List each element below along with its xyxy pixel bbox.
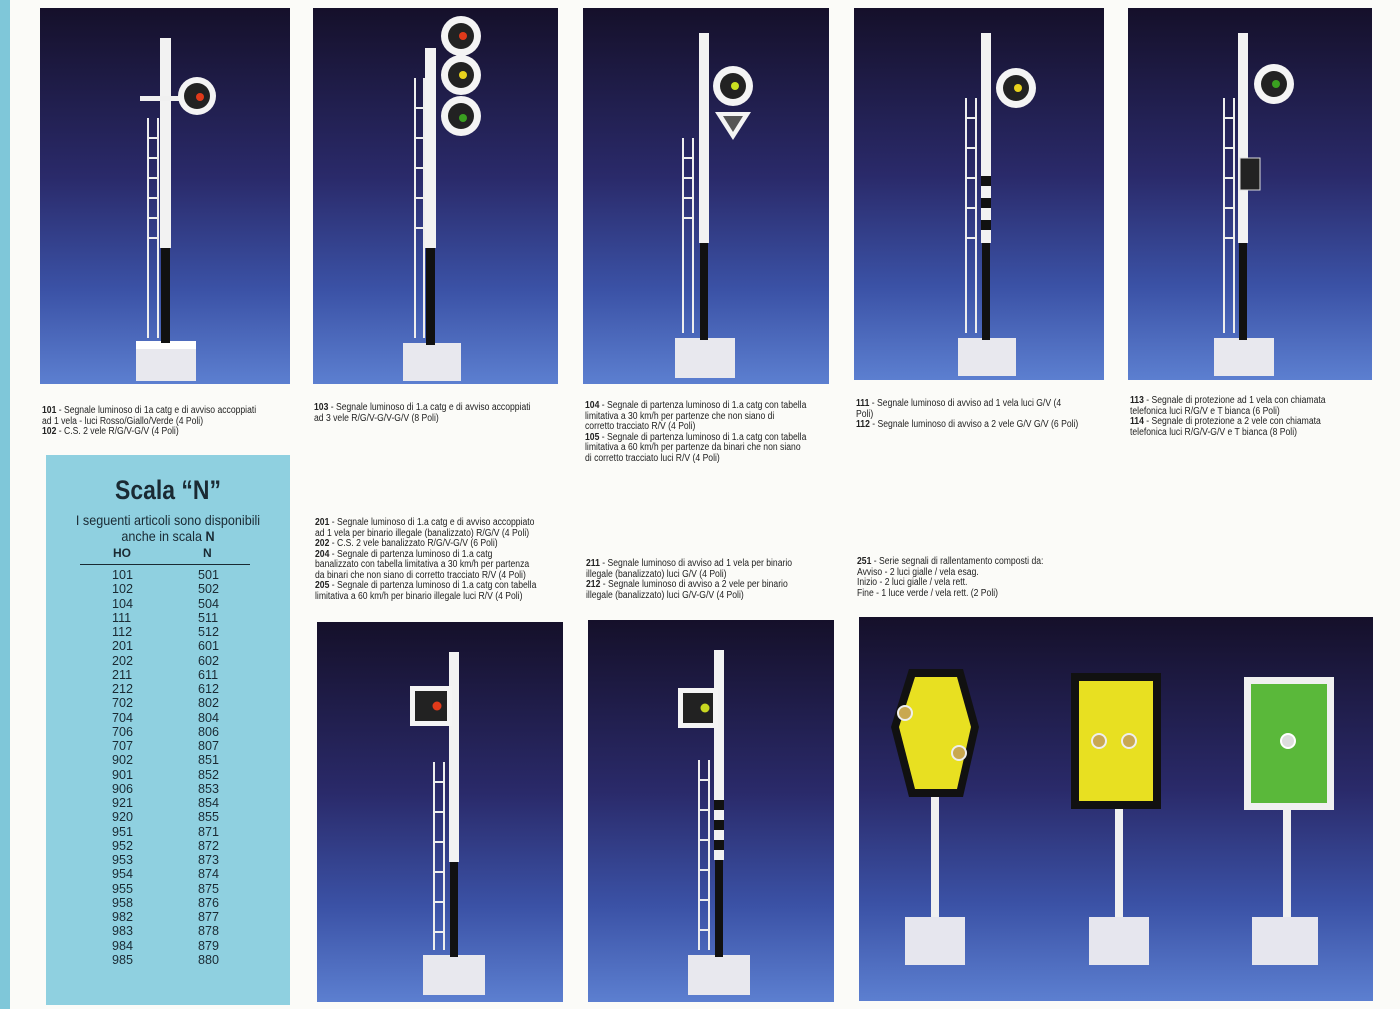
code-211: 211 [586, 558, 600, 569]
n-article-number: 602 [198, 653, 220, 668]
signal-base [688, 955, 750, 995]
caption-text: ad 3 vele R/G/V-G/V-G/V (8 Poli) [314, 412, 439, 424]
ho-article-number: 958 [112, 895, 134, 910]
caption-text: illegale (banalizzato) luci G/V-G/V (4 Poli) [586, 589, 744, 601]
code-105: 105 [585, 431, 600, 443]
ho-article-number: 902 [112, 753, 134, 768]
ho-article-number: 702 [112, 696, 134, 711]
ho-article-number: 707 [112, 739, 134, 753]
photo-signal-113 [1128, 8, 1372, 380]
n-article-number: 511 [198, 610, 219, 625]
red-light-icon [433, 702, 442, 711]
caption-text: - Serie segnali di rallentamento composti da: [871, 556, 1044, 567]
caption-111-112 [856, 399, 1078, 431]
ho-article-number: 201 [112, 639, 134, 654]
signal-ladder [415, 78, 424, 338]
ho-article-number: 901 [112, 767, 134, 782]
n-article-number: 802 [198, 696, 220, 711]
signal-ladder [1224, 98, 1234, 333]
ho-article-number: 202 [112, 653, 134, 668]
caption-201-205 [315, 518, 536, 602]
caption-text: limitativa a 60 km/h per partenze da binari che non siano [585, 442, 801, 453]
caption-text: da binari che non siano di corretto tracciato R/V (4 Poli) [315, 569, 526, 581]
photo-signal-103 [313, 8, 558, 384]
code-103: 103 [314, 402, 329, 413]
code-204: 204 [315, 548, 330, 560]
subtitle-line-2 [58, 528, 278, 544]
signal-base [1214, 338, 1274, 376]
caption-211-212 [586, 559, 792, 601]
caption-101-102 [42, 406, 256, 438]
n-article-number: 875 [198, 881, 220, 896]
ho-article-number: 102 [112, 582, 134, 597]
yellow-light-icon [459, 71, 467, 79]
code-112: 112 [856, 419, 870, 430]
signal-104-illustration [583, 8, 829, 384]
warning-sign-avviso [891, 669, 979, 965]
signal-mast-black [161, 248, 170, 343]
caption-text: illegale (banalizzato) luci G/V (4 Poli) [586, 568, 727, 580]
signal-mast-white [699, 33, 709, 243]
signal-ladder [683, 138, 693, 333]
caption-text: corretto tracciato R/V (4 Poli) [585, 421, 696, 432]
n-article-number: 878 [198, 924, 220, 939]
caption-text: - Segnale luminoso di 1.a catg e di avviso accoppiati [328, 402, 531, 413]
signal-base [958, 338, 1016, 376]
photo-signal-211 [588, 620, 834, 1002]
caption-text: - Segnale luminoso di avviso a 2 vele per binario [600, 579, 788, 590]
ho-article-number: 704 [112, 710, 134, 725]
caption-text: telefonica luci R/G/V-G/V e T bianca (8 Poli) [1130, 426, 1297, 438]
n-article-number: 877 [198, 910, 220, 924]
subtitle-text: anche in scala [121, 528, 206, 544]
signal-mast-black [700, 243, 708, 340]
caption-text: - Segnale luminoso di avviso ad 1 vela per binario [599, 558, 793, 569]
photo-signal-104 [583, 8, 829, 384]
signal-211-illustration [588, 620, 834, 1002]
caption-text: Fine - 1 luce verde / vela rett. (2 Poli) [857, 587, 999, 599]
ho-article-number: 112 [112, 625, 133, 639]
n-article-number: 880 [198, 952, 220, 967]
yellow-light-icon [1014, 84, 1022, 92]
signal-mast-black [982, 243, 990, 340]
sign-base [1252, 917, 1318, 965]
code-111: 111 [856, 398, 870, 409]
photo-signal-251 [859, 617, 1373, 1001]
signal-ladder [434, 762, 444, 950]
ho-article-number: 706 [112, 724, 134, 739]
ho-article-number: 952 [112, 838, 134, 853]
ho-article-number: 982 [112, 910, 134, 924]
caption-text: Inizio - 2 luci gialle / vela rett. [857, 577, 968, 588]
code-102: 102 [42, 426, 57, 437]
caption-text: ad 1 vela per binario illegale (banalizzato) R/G/V (4 Poli) [315, 527, 530, 539]
ho-article-number: 920 [112, 810, 134, 825]
n-article-number: 501 [198, 568, 220, 582]
caption-text: limitativa a 30 km/h per partenze che non siano di [585, 410, 775, 422]
n-article-number: 871 [198, 824, 220, 839]
ho-article-number: 955 [112, 881, 134, 896]
code-101: 101 [42, 405, 57, 416]
caption-text: di corretto tracciato luci R/V (4 Poli) [585, 452, 720, 464]
signal-mast-black [450, 862, 458, 957]
caption-104-105 [585, 401, 806, 464]
caption-text: ad 1 vela - luci Rosso/Giallo/Verde (4 Poli) [42, 415, 204, 427]
yellow-lamp-1 [898, 706, 912, 720]
code-205: 205 [315, 580, 330, 591]
signal-ladder [966, 98, 976, 333]
sign-base [905, 917, 965, 965]
n-article-number: 504 [198, 596, 220, 611]
ho-article-number: 983 [112, 924, 134, 939]
code-202: 202 [315, 538, 330, 549]
caption-text: telefonica luci R/G/V e T bianca (6 Poli) [1130, 405, 1280, 417]
signal-111-illustration [854, 8, 1104, 380]
rectangle-board-icon [1079, 681, 1153, 801]
green-light-icon [1272, 80, 1280, 88]
sign-post [931, 797, 939, 922]
signal-mast-white [425, 48, 436, 248]
caption-113-114 [1130, 396, 1326, 438]
scala-n-subtitle [58, 512, 278, 544]
n-article-number: 806 [198, 724, 220, 739]
green-light-icon [459, 114, 467, 122]
caption-text: Poli) [856, 408, 874, 420]
n-article-number: 502 [198, 582, 220, 597]
sign-post [1283, 797, 1291, 922]
sign-base [1089, 917, 1149, 965]
red-light-icon [459, 32, 467, 40]
n-article-number: 854 [198, 796, 220, 810]
ho-article-number: 211 [112, 667, 133, 682]
scala-n-box [46, 455, 290, 1005]
caption-text: - Segnale luminoso di 1.a catg e di avviso accoppiato [329, 517, 535, 528]
caption-text: - Segnale di partenza luminoso di 1.a catg con tabella [599, 400, 807, 411]
signal-mast-black [1239, 243, 1247, 340]
caption-text: - C.S. 2 vele R/G/V-G/V (4 Poli) [56, 426, 179, 437]
caption-text: Avviso - 2 luci gialle / vela esag. [857, 566, 979, 578]
begin-sign-inizio [1071, 673, 1161, 965]
telephone-box-icon [1240, 158, 1260, 190]
n-article-number: 807 [198, 739, 220, 753]
code-114: 114 [1130, 416, 1144, 427]
code-104: 104 [585, 400, 600, 411]
n-article-list [198, 568, 219, 967]
mast-stripes [714, 800, 724, 850]
caption-text: - Segnale luminoso di 1a catg e di avviso accoppiati [56, 405, 257, 416]
caption-text: - Segnale di partenza luminoso di 1.a catg [329, 548, 493, 560]
n-article-number: 612 [198, 682, 220, 696]
caption-text: - Segnale di protezione ad 1 vela con chiamata [1143, 395, 1326, 406]
n-article-number: 853 [198, 781, 220, 796]
code-113: 113 [1130, 395, 1144, 406]
ho-article-number: 954 [112, 867, 134, 882]
column-header-n: N [203, 546, 212, 560]
n-article-number: 601 [198, 639, 220, 654]
panel-inner [415, 691, 447, 721]
end-sign-fine [1244, 677, 1334, 965]
caption-text: banalizzato con tabella limitativa a 30 km/h per partenza [315, 559, 530, 570]
ho-article-number: 951 [112, 824, 134, 839]
ho-article-number: 985 [112, 952, 134, 967]
yellow-light-icon [701, 704, 710, 713]
n-article-number: 879 [198, 938, 220, 953]
signal-113-illustration [1128, 8, 1372, 380]
yellow-lamp-2 [1122, 734, 1136, 748]
caption-251 [857, 557, 1043, 599]
signal-251-illustration [859, 617, 1373, 1001]
code-201: 201 [315, 517, 330, 528]
green-light-icon [731, 82, 739, 90]
ho-article-number: 104 [112, 596, 134, 611]
code-251: 251 [857, 556, 872, 567]
ho-article-number: 921 [112, 796, 134, 810]
caption-text: - Segnale di partenza luminoso di 1.a catg con tabella [599, 431, 807, 443]
page-edge-strip [0, 0, 10, 1009]
n-article-number: 855 [198, 810, 220, 825]
caption-text: - Segnale di partenza luminoso di 1.a catg con tabella [329, 580, 537, 591]
scala-n-title: Scala “N” [115, 475, 221, 505]
ho-article-number: 953 [112, 853, 134, 867]
n-article-number: 512 [198, 625, 220, 639]
red-light-icon [196, 93, 204, 101]
photo-signal-111 [854, 8, 1104, 380]
ho-article-number: 906 [112, 781, 134, 796]
subtitle-scale-n: N [205, 528, 215, 544]
photo-signal-201 [317, 622, 563, 1002]
column-header-ho: HO [113, 546, 131, 560]
ho-article-list [112, 568, 133, 967]
n-article-number: 873 [198, 853, 220, 867]
header-divider [80, 564, 250, 565]
signal-201-illustration [317, 622, 563, 1002]
signal-base [423, 955, 485, 995]
n-article-number: 851 [198, 753, 220, 768]
signal-mast-black [426, 248, 435, 345]
signal-mast-white [160, 38, 171, 248]
signal-base [403, 343, 461, 381]
yellow-lamp-2 [952, 746, 966, 760]
signal-mast-black [715, 860, 723, 957]
green-lamp [1281, 734, 1295, 748]
photo-signal-101 [40, 8, 290, 384]
signal-103-illustration [313, 8, 558, 384]
signal-mast-white [1238, 33, 1248, 243]
caption-text: limitativa a 60 km/h per binario illegale luci R/V (4 Poli) [315, 590, 523, 602]
caption-103 [314, 403, 531, 424]
signal-ladder [148, 118, 158, 338]
signal-base [675, 338, 735, 378]
caption-text: - Segnale di protezione a 2 vele con chiamata [1143, 416, 1321, 427]
mast-stripes [981, 176, 991, 230]
code-212: 212 [586, 579, 601, 590]
n-article-number: 611 [198, 667, 219, 682]
caption-text: - Segnale luminoso di avviso ad 1 vela luci G/V (4 [869, 398, 1062, 409]
n-article-number: 872 [198, 838, 220, 853]
signal-mast-white [981, 33, 991, 243]
n-article-number: 874 [198, 867, 220, 882]
ho-article-number: 984 [112, 938, 134, 953]
n-article-number: 804 [198, 710, 220, 725]
signal-101-illustration [40, 8, 290, 384]
subtitle-line-1: I seguenti articoli sono disponibili [75, 512, 261, 528]
caption-text: - C.S. 2 vele banalizzato R/G/V-G/V (6 Poli) [329, 538, 498, 549]
yellow-lamp-1 [1092, 734, 1106, 748]
sign-post [1115, 807, 1123, 927]
caption-text: - Segnale luminoso di avviso a 2 vele G/V G/V (6 Poli) [869, 419, 1079, 430]
signal-ladder [699, 760, 709, 950]
ho-article-number: 212 [112, 682, 134, 696]
signal-mast-white [449, 652, 459, 862]
n-article-number: 876 [198, 895, 220, 910]
n-article-number: 852 [198, 767, 220, 782]
ho-article-number: 111 [112, 610, 132, 625]
ho-article-number: 101 [112, 568, 134, 582]
